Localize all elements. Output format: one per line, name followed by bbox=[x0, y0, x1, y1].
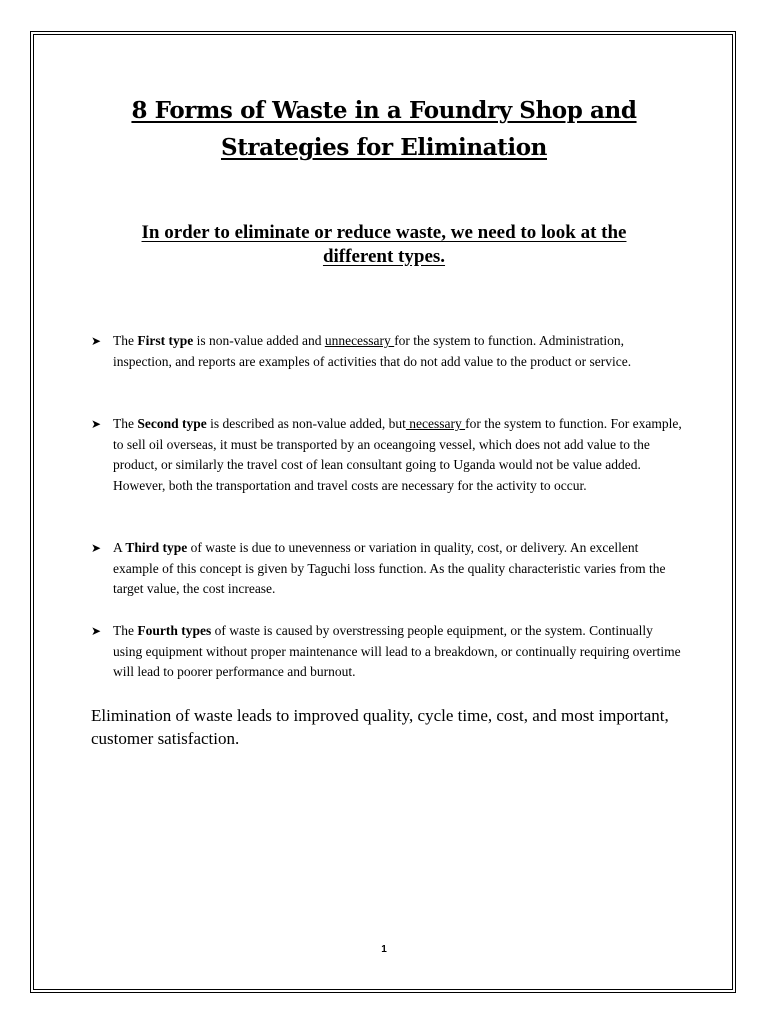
document-subtitle bbox=[95, 221, 673, 269]
bullet-text: for the system to function. Administration, inspection, and reports are examples of activities that do not add value to the product or service. bbox=[113, 333, 632, 369]
bullet-text: for the system to function. For example, to sell oil overseas, it must be transported by an oceangoing vessel, which does not add value to the product, or similarly the travel cost of lean consultant going to Uganda would not be value added. However, both the transportation and travel costs are necessary for the activity to occur. bbox=[113, 416, 682, 493]
bullet-underlined: necessary bbox=[405, 416, 466, 431]
arrowhead-bullet-icon: ➤ bbox=[91, 334, 102, 348]
list-item-second-type bbox=[91, 414, 683, 496]
list-item-third-type bbox=[91, 538, 683, 600]
document-title bbox=[80, 92, 688, 166]
bullet-text: The bbox=[113, 333, 138, 348]
title-line-2: Strategies for Elimination bbox=[220, 134, 547, 161]
bullet-text: A bbox=[113, 540, 126, 555]
list-item-fourth-type bbox=[91, 621, 683, 683]
bullet-underlined: unnecessary bbox=[324, 333, 395, 348]
bullet-text: of waste is caused by overstressing people equipment, or the system. Continually using equipment without proper maintenance will lead to a breakdown, or continually requiring overtime will lead to poorer performance and burnout. bbox=[113, 623, 681, 679]
title-line-1: 8 Forms of Waste in a Foundry Shop and bbox=[131, 97, 637, 124]
bullet-text: is non-value added and bbox=[193, 333, 325, 348]
bullet-text: is described as non-value added, but bbox=[206, 416, 406, 431]
bullet-term: Fourth types bbox=[137, 623, 212, 638]
bullet-text: The bbox=[113, 623, 138, 638]
closing-paragraph: Elimination of waste leads to improved quality, cycle time, cost, and most important, customer satisfaction. bbox=[91, 706, 669, 748]
subtitle-line-2: different types. bbox=[322, 246, 446, 267]
arrowhead-bullet-icon: ➤ bbox=[91, 624, 102, 638]
arrowhead-bullet-icon: ➤ bbox=[91, 417, 102, 431]
list-item-first-type bbox=[91, 331, 683, 372]
arrowhead-bullet-icon: ➤ bbox=[91, 541, 102, 555]
bullet-term: First type bbox=[137, 333, 194, 348]
bullet-term: Third type bbox=[125, 540, 188, 555]
bullet-text: of waste is due to unevenness or variation in quality, cost, or delivery. An excellent example of this concept is given by Taguchi loss function. As the quality characteristic varies from the target value, the cost increase. bbox=[113, 540, 666, 596]
page-border bbox=[30, 31, 736, 993]
bullet-text: The bbox=[113, 416, 138, 431]
subtitle-line-1: In order to eliminate or reduce waste, we need to look at the bbox=[141, 222, 627, 243]
page-number: 1 bbox=[381, 944, 387, 955]
bullet-term: Second type bbox=[137, 416, 207, 431]
